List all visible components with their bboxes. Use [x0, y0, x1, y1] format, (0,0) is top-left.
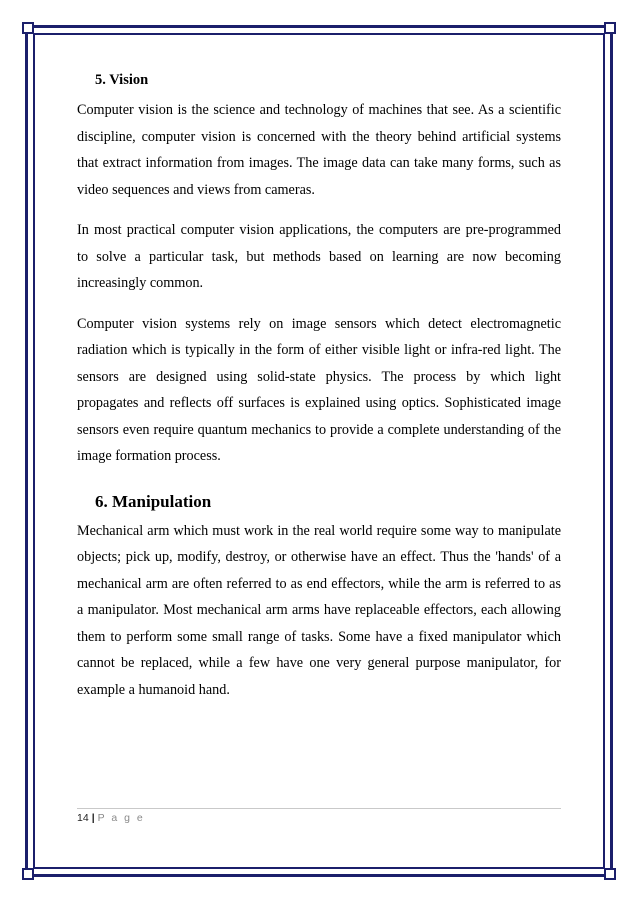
page-number: 14 [77, 812, 89, 824]
footer-divider [77, 808, 561, 809]
vision-paragraph-2: In most practical computer vision applications, the computers are pre-programmed to solve a particular task, but methods based on learning are now becoming increasingly common. [77, 222, 561, 291]
border-corner-bottom-left [22, 868, 34, 880]
border-corner-top-right [604, 22, 616, 34]
footer-separator: | [91, 812, 95, 824]
page-content [77, 68, 561, 717]
manipulation-paragraph-1: Mechanical arm which must work in the real world require some way to manipulate objects; pick up, modify, destroy, or otherwise have an effect. Thus the 'hands' of a mechanical arm are often referred to as end effectors, while the arm is referred to as a manipulator. Most mechanical arm arms have replaceable effectors, each allowing them to perform some small range of tasks. Some have a fixed manipulator which cannot be replaced, while a few have one very general purpose manipulator, for example a humanoid hand. [77, 522, 561, 698]
vision-paragraph-3: Computer vision systems rely on image sensors which detect electromagnetic radiation which is typically in the form of either visible light or infra-red light. The sensors are designed using solid-state physics. The process by which light propagates and reflects off surfaces is explained using optics. Sophisticated image sensors even require quantum mechanics to provide a complete understanding of the image formation process. [77, 315, 561, 464]
vision-paragraph-1: Computer vision is the science and technology of machines that see. As a scientific discipline, computer vision is concerned with the theory behind artificial systems that extract information from images. The image data can take many forms, such as video sequences and views from cameras. [77, 102, 561, 198]
footer-text [77, 812, 561, 824]
section-heading-manipulation: 6. Manipulation [95, 491, 212, 511]
page-label: P a g e [97, 812, 145, 824]
page-footer [77, 808, 561, 824]
border-corner-bottom-right [604, 868, 616, 880]
border-corner-top-left [22, 22, 34, 34]
section-heading-vision: 5. Vision [95, 72, 149, 88]
